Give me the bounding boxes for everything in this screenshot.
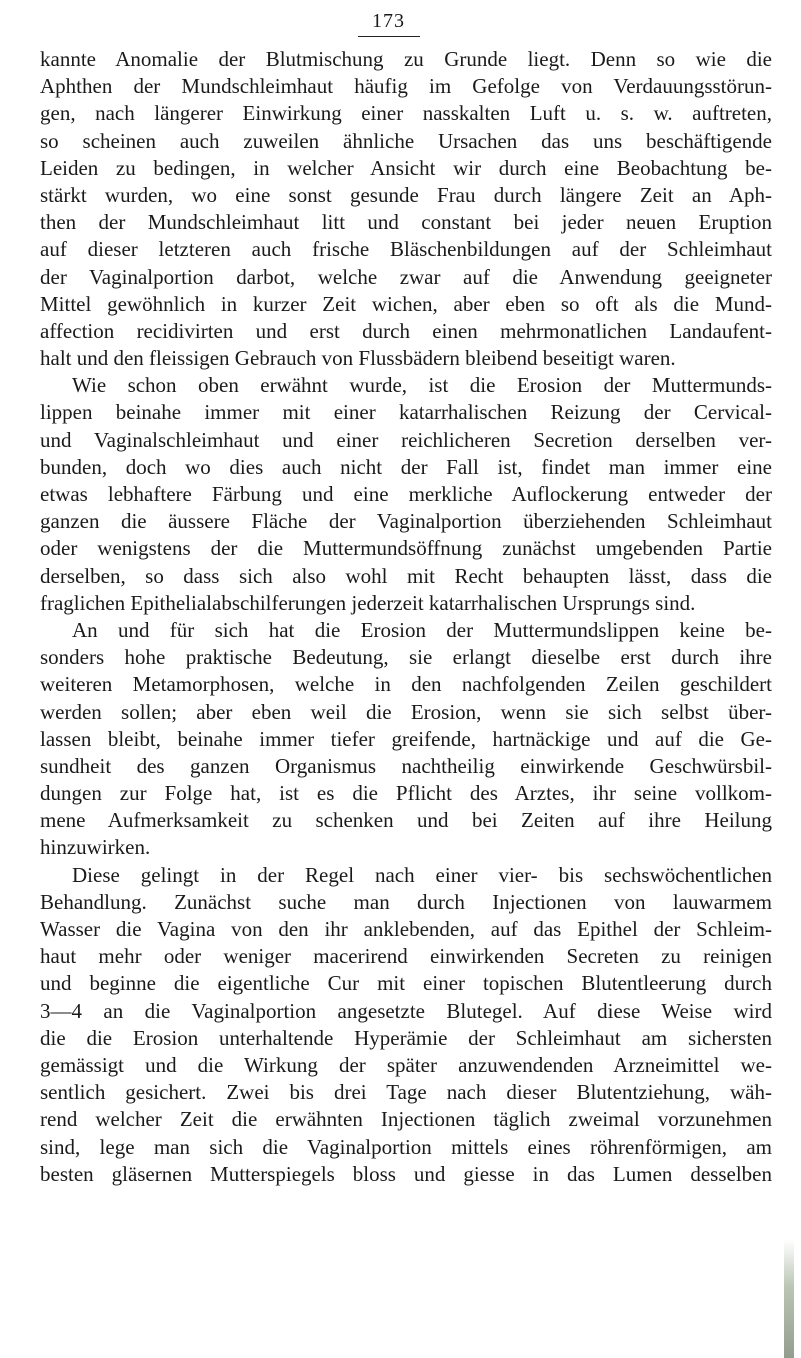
text-line: Aphthen der Mundschleimhaut häufig im Gefolge von Verdauungsstörun-	[40, 74, 772, 99]
text-line: Behandlung. Zunächst suche man durch Injectionen von lauwarmem	[40, 889, 772, 914]
text-line: gemässigt und die Wirkung der später anzuwendenden Arzneimittel we-	[40, 1052, 772, 1077]
text-line: weiteren Metamorphosen, welche in den nachfolgenden Zeilen geschildert	[40, 672, 772, 697]
text-line: Diese gelingt in der Regel nach einer vier- bis sechswöchentlichen	[72, 862, 772, 887]
text-line: Wie schon oben erwähnt wurde, ist die Erosion der Muttermunds-	[72, 373, 772, 398]
text-line: sind, lege man sich die Vaginalportion mittels eines röhrenförmigen, am	[40, 1134, 772, 1159]
body-text	[40, 46, 772, 1188]
text-line: Mittel gewöhnlich in kurzer Zeit wichen, aber eben so oft als die Mund-	[40, 291, 772, 316]
text-line: die die Erosion unterhaltende Hyperämie der Schleimhaut am sichersten	[40, 1025, 772, 1050]
text-line: An und für sich hat die Erosion der Muttermundslippen keine be-	[72, 617, 772, 642]
page-number: 173	[372, 10, 405, 32]
text-line: haut mehr oder weniger macerirend einwirkenden Secreten zu reinigen	[40, 944, 772, 969]
text-line: besten gläsernen Mutterspiegels bloss und giesse in das Lumen desselben	[40, 1161, 772, 1186]
text-line: oder wenigstens der die Muttermundsöffnung zunächst umgebenden Partie	[40, 536, 772, 561]
text-line: dungen zur Folge hat, ist es die Pflicht des Arztes, ihr seine vollkom-	[40, 781, 772, 806]
text-line: werden sollen; aber eben weil die Erosion, wenn sie sich selbst über-	[40, 699, 772, 724]
text-line: so scheinen auch zuweilen ähnliche Ursachen das uns beschäftigende	[40, 128, 772, 153]
text-line: und Vaginalschleimhaut und einer reichlicheren Secretion derselben ver-	[40, 427, 772, 452]
text-line: etwas lebhaftere Färbung und eine merkliche Auflockerung entweder der	[40, 482, 772, 506]
text-line: auf dieser letzteren auch frische Bläschenbildungen auf der Schleimhaut	[40, 237, 772, 262]
text-line: stärkt wurden, wo eine sonst gesunde Frau durch längere Zeit an Aph-	[40, 182, 772, 207]
text-line: affection recidivirten und erst durch einen mehrmonatlichen Landaufent-	[40, 318, 772, 343]
text-line: hinzuwirken.	[40, 835, 151, 860]
text-line: gen, nach längerer Einwirkung einer nasskalten Luft u. s. w. auftreten,	[40, 101, 772, 126]
text-line: Leiden zu bedingen, in welcher Ansicht wir durch eine Beobachtung be-	[40, 155, 772, 180]
text-line: sundheit des ganzen Organismus nachtheilig einwirkende Geschwürsbil-	[40, 753, 772, 778]
text-line: bunden, doch wo dies auch nicht der Fall ist, findet man immer eine	[40, 454, 772, 479]
text-line: sonders hohe praktische Bedeutung, sie erlangt dieselbe erst durch ihre	[40, 645, 772, 670]
text-line: 3—4 an die Vaginalportion angesetzte Blutegel. Auf diese Weise wird	[40, 998, 772, 1023]
text-line: sentlich gesichert. Zwei bis drei Tage nach dieser Blutentziehung, wäh-	[40, 1080, 772, 1105]
text-line: lippen beinahe immer mit einer katarrhalischen Reizung der Cervical-	[40, 400, 772, 425]
text-line: derselben, so dass sich also wohl mit Recht behaupten lässt, dass die	[40, 563, 772, 588]
text-line: kannte Anomalie der Blutmischung zu Grunde liegt. Denn so wie die	[40, 47, 772, 71]
text-line: der Vaginalportion darbot, welche zwar auf die Anwendung geeigneter	[40, 264, 772, 289]
margin-smudge	[784, 1240, 794, 1358]
text-line: rend welcher Zeit die erwähnten Injectionen täglich zweimal vorzunehmen	[40, 1107, 772, 1132]
text-line: ganzen die äussere Fläche der Vaginalportion überziehenden Schleimhaut	[40, 509, 772, 534]
page-number-underline	[358, 36, 420, 37]
text-line: lassen bleibt, beinahe immer tiefer greifende, hartnäckige und auf die Ge-	[40, 726, 772, 751]
text-line: fraglichen Epithelialabschilferungen jederzeit katarrhalischen Ursprungs sind.	[40, 590, 696, 615]
text-line: then der Mundschleimhaut litt und constant bei jeder neuen Eruption	[40, 210, 772, 235]
text-line: Wasser die Vagina von den ihr anklebenden, auf das Epithel der Schleim-	[40, 917, 772, 941]
text-line: und beginne die eigentliche Cur mit einer topischen Blutentleerung durch	[40, 971, 772, 996]
text-line: halt und den fleissigen Gebrauch von Flussbädern bleibend beseitigt waren.	[40, 346, 676, 371]
text-line: mene Aufmerksamkeit zu schenken und bei Zeiten auf ihre Heilung	[40, 808, 772, 833]
